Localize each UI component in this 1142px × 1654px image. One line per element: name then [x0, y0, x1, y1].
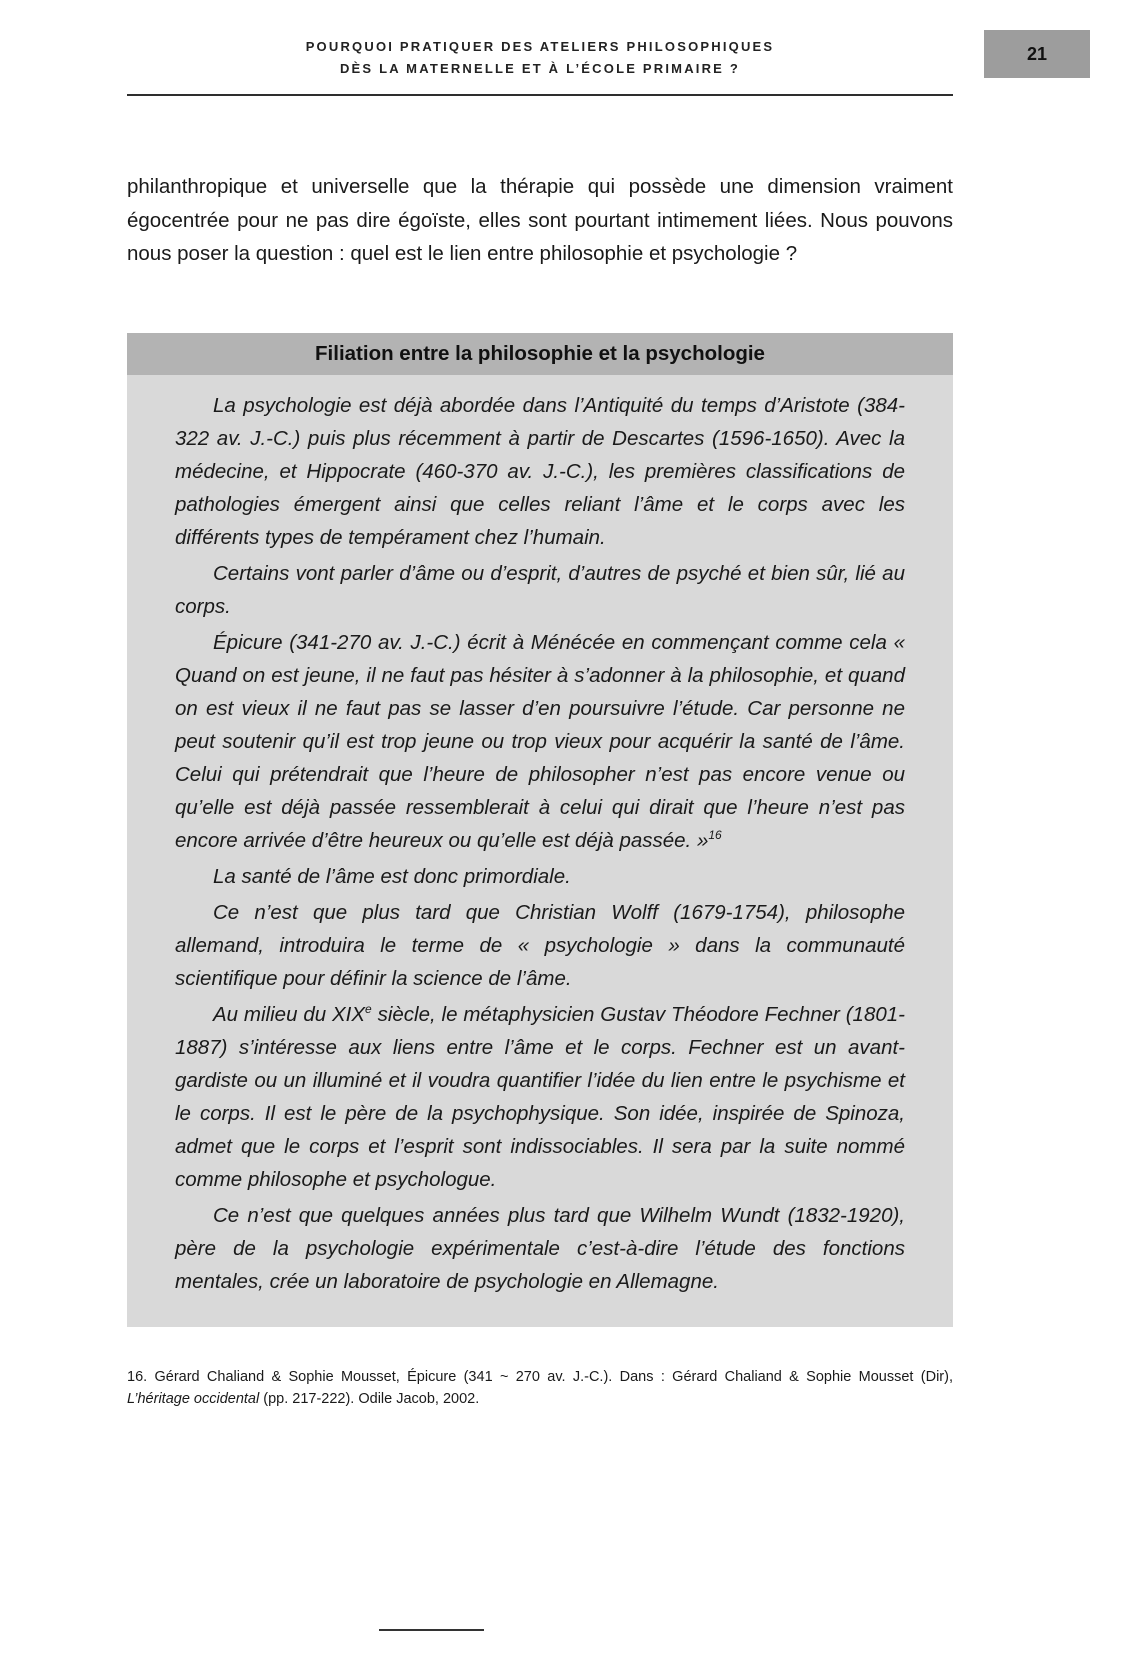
running-header-line1: POURQUOI PRATIQUER DES ATELIERS PHILOSOPHIQUES — [305, 39, 775, 54]
box-paragraph-sante-ame: La santé de l’âme est donc primordiale. — [213, 865, 571, 888]
box-paragraph-fechner-post: siècle, le métaphysicien Gustav Théodore Fechner (1801-1887) s’intéresse aux liens entre l’âme et le corps. Fechner est un avant-gardiste ou un illuminé et il voudra quantifier l’idée du lien entre le psychisme et le corps. Il est le père de la psychophysique. Son idée, inspirée de Spinoza, admet que le corps et l’esprit sont indissociables. Il sera par la suite nommé comme philosophe et psychologue. — [175, 1003, 905, 1191]
box-paragraph-fechner — [175, 998, 905, 1196]
ordinal-superscript: e — [365, 1002, 372, 1017]
box-paragraph-fechner-pre: Au milieu du XIX — [213, 1003, 366, 1026]
box-paragraph-ame-esprit: Certains vont parler d’âme ou d’esprit, d’autres de psyché et bien sûr, lié au corps. — [175, 562, 905, 618]
page-number-badge: 21 — [984, 30, 1090, 78]
footnote — [127, 1366, 953, 1410]
footnote-text-part2: (pp. 217-222). Odile Jacob, 2002. — [259, 1391, 480, 1407]
box-content — [127, 375, 953, 1327]
intro-paragraph: philanthropique et universelle que la thérapie qui possède une dimension vraiment égocentrée pour ne pas dire égoïste, elles sont pourtant intimement liées. Nous pouvons nous poser la question : quel est le lien entre philosophie et psychologie ? — [127, 175, 953, 265]
filiation-box — [127, 333, 953, 1327]
box-paragraph-epicure-text: Épicure (341-270 av. J.-C.) écrit à Ménécée en commençant comme cela « Quand on est jeune, il ne faut pas hésiter à s’adonner à la philosophie, et quand on est vieux il ne faut pas se lasser d’en poursuivre l’étude. Car personne ne peut soutenir qu’il est trop jeune ou trop vieux pour acquérir la santé de l’âme. Celui qui prétendrait que l’heure de philosopher n’est pas encore venue ou qu’elle est déjà passée ressemblerait à celui qui dirait que l’heure n’est pas encore arrivée d’être heureux ou qu’elle est déjà passée. » — [175, 631, 905, 852]
running-header-line2: DÈS LA MATERNELLE ET À L’ÉCOLE PRIMAIRE ? — [339, 61, 741, 76]
box-paragraph-psychologie-antiquite: La psychologie est déjà abordée dans l’Antiquité du temps d’Aristote (384-322 av. J.-C.) puis plus récemment à partir de Descartes (1596-1650). Avec la médecine, et Hippocrate (460-370 av. J.-C.), les premières classifications de pathologies émergent ainsi que celles reliant l’âme et le corps avec les différents types de tempérament chez l’humain. — [175, 394, 905, 549]
running-header — [127, 36, 953, 80]
box-title: Filiation entre la philosophie et la psychologie — [127, 333, 953, 375]
box-paragraph-wolff: Ce n’est que plus tard que Christian Wolff (1679-1754), philosophe allemand, introduira le terme de « psychologie » dans la communauté scientifique pour définir la science de l’âme. — [175, 901, 905, 990]
box-paragraph-wundt: Ce n’est que quelques années plus tard que Wilhelm Wundt (1832-1920), père de la psychologie expérimentale c’est-à-dire l’étude des fonctions mentales, crée un laboratoire de psychologie en Allemagne. — [175, 1204, 905, 1293]
box-paragraph-epicure — [175, 626, 905, 857]
footnote-text-part1: 16. Gérard Chaliand & Sophie Mousset, Épicure (341 ~ 270 av. J.-C.). Dans : Gérard Chaliand & Sophie Mousset (Dir), — [127, 1369, 953, 1385]
footnote-book-title: L’héritage occidental — [127, 1391, 260, 1407]
footnote-reference-16: 16 — [708, 828, 722, 843]
header-divider — [127, 94, 953, 96]
bottom-page-mark — [379, 1629, 484, 1631]
